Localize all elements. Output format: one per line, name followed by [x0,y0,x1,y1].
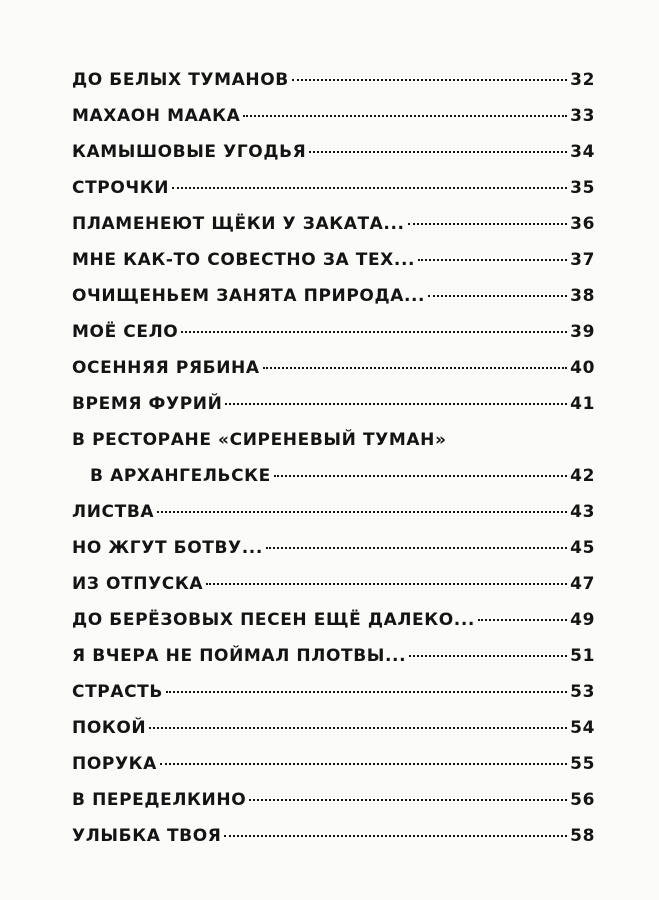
toc-entry [72,646,595,682]
dot-leader [309,151,567,153]
toc-entry [72,682,595,718]
toc-entry-title: НО ЖГУТ БОТВУ... [72,538,263,558]
toc-entry-page: 34 [570,142,595,162]
toc-entry [72,358,595,394]
toc-entry-page: 35 [570,178,595,198]
dot-leader [243,115,567,117]
dot-leader [160,763,567,765]
toc-entry-title: МАХАОН МААКА [72,106,241,126]
toc-entry-title: МОЁ СЕЛО [72,322,179,342]
toc-entry-title: ПОКОЙ [72,718,147,738]
toc-entry [72,178,595,214]
toc-entry [72,574,595,610]
dot-leader [225,403,567,405]
dot-leader [181,331,567,333]
toc-entry-title: ВРЕМЯ ФУРИЙ [72,394,223,414]
toc-entry-page: 42 [570,466,595,486]
dot-leader [274,475,567,477]
toc-entry-page: 38 [570,286,595,306]
toc-entry-page: 36 [570,214,595,234]
toc-entry-page: 41 [570,394,595,414]
dot-leader [149,727,567,729]
toc-entry-title: В РЕСТОРАНЕ «СИРЕНЕВЫЙ ТУМАН» [72,430,447,450]
toc-entry-title: ПОРУКА [72,754,157,774]
toc-entry-title: КАМЫШОВЫЕ УГОДЬЯ [72,142,307,162]
dot-leader [157,511,567,513]
toc-entry-page: 56 [570,790,595,810]
dot-leader [292,79,567,81]
toc-entry-title-continuation: В АРХАНГЕЛЬСКЕ [90,466,271,486]
toc-entry-page: 39 [570,322,595,342]
toc-entry-page: 37 [570,250,595,270]
toc-entry [72,610,595,646]
toc-entry [72,322,595,358]
toc-entry-title: МНЕ КАК-ТО СОВЕСТНО ЗА ТЕХ... [72,250,416,270]
toc-entry-first-line [72,430,595,466]
table-of-contents [72,70,595,862]
dot-leader [249,799,567,801]
toc-entry-title: СТРОЧКИ [72,178,170,198]
toc-entry [72,502,595,538]
toc-entry-title: ПЛАМЕНЕЮТ ЩЁКИ У ЗАКАТА... [72,214,405,234]
toc-entry-title: ДО БЕРЁЗОВЫХ ПЕСЕН ЕЩЁ ДАЛЕКО... [72,610,475,630]
dot-leader [263,367,568,369]
dot-leader [206,583,567,585]
toc-entry-page: 55 [570,754,595,774]
toc-entry-page: 32 [570,70,595,90]
toc-entry-title: ЛИСТВА [72,502,155,522]
toc-entry-page: 58 [570,826,595,846]
dot-leader [224,835,567,837]
toc-entry-title: Я ВЧЕРА НЕ ПОЙМАЛ ПЛОТВЫ... [72,646,407,666]
toc-entry [72,790,595,826]
toc-entry-page: 47 [570,574,595,594]
toc-entry-page: 51 [570,646,595,666]
toc-entry-page: 49 [570,610,595,630]
toc-entry [72,718,595,754]
toc-entry [72,142,595,178]
toc-entry-page: 43 [570,502,595,522]
toc-entry [72,214,595,250]
dot-leader [408,223,568,225]
toc-entry-title: УЛЫБКА ТВОЯ [72,826,222,846]
toc-entry [72,106,595,142]
toc-entry [72,754,595,790]
dot-leader [166,691,567,693]
toc-entry [72,394,595,430]
toc-entry-page: 53 [570,682,595,702]
dot-leader [418,259,567,261]
toc-entry-page: 33 [570,106,595,126]
dot-leader [409,655,567,657]
dot-leader [172,187,567,189]
toc-entry-title: В ПЕРЕДЕЛКИНО [72,790,247,810]
dot-leader [266,547,567,549]
toc-entry [72,70,595,106]
dot-leader [428,295,567,297]
toc-entry-title: ОСЕННЯЯ РЯБИНА [72,358,260,378]
toc-entry-title: ОЧИЩЕНЬЕМ ЗАНЯТА ПРИРОДА... [72,286,426,306]
toc-entry-page: 54 [570,718,595,738]
toc-entry [72,286,595,322]
toc-entry-page: 45 [570,538,595,558]
toc-entry-title: ДО БЕЛЫХ ТУМАНОВ [72,70,289,90]
toc-entry-page: 40 [570,358,595,378]
toc-entry-title: СТРАСТЬ [72,682,163,702]
toc-entry-title: ИЗ ОТПУСКА [72,574,204,594]
toc-entry [72,250,595,286]
toc-entry [72,826,595,862]
dot-leader [478,619,567,621]
toc-entry-continuation [72,466,595,502]
toc-entry [72,538,595,574]
